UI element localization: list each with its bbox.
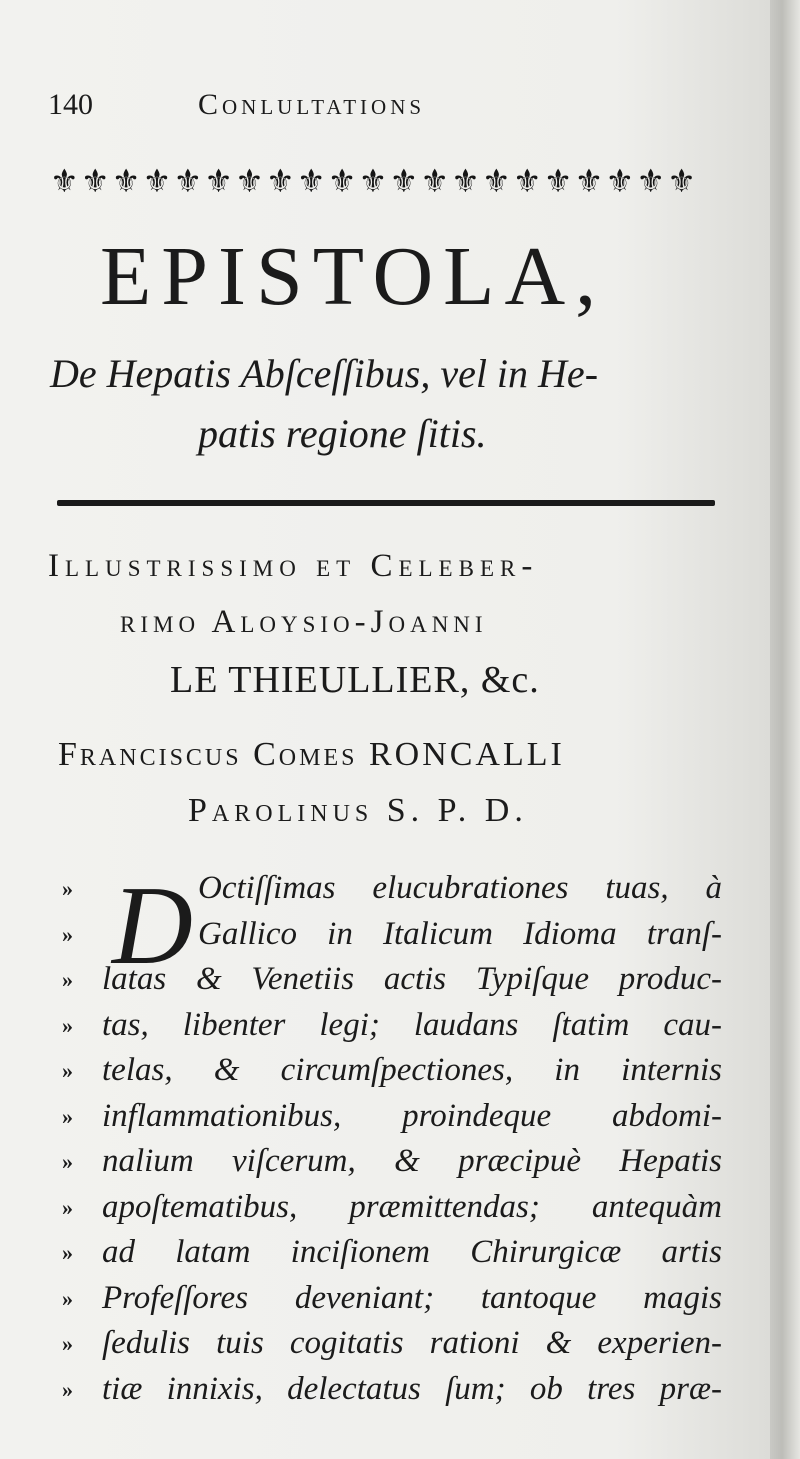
fleuron-icon: ⚜ [512,162,542,200]
fleuron-icon: ⚜ [266,162,295,200]
body-line: Profeſſores deveniant; tantoque magis [102,1279,722,1316]
running-head [48,88,688,128]
fleuron-icon: ⚜ [605,162,635,200]
drop-cap: D [112,864,193,988]
body-line: Octiſſimas elucubrationes tuas, à [198,870,722,906]
body-line: ad latam inciſionem Chirurgicæ artis [102,1234,722,1270]
subtitle-line-1: De Hepatis Abſceſſibus, vel in He- [50,351,599,396]
quote-mark: » [62,1103,73,1129]
address-line-1: Illustrissimo et Celeber- [48,548,539,584]
body-line: nalium viſcerum, & præcipuè Hepatis [102,1143,722,1179]
fleuron-icon: ⚜ [636,162,666,200]
quote-mark: » [62,1058,73,1083]
horizontal-rule [57,500,715,506]
fleuron-icon: ⚜ [50,162,79,200]
body-text [0,864,770,1424]
body-line: tas, libenter legi; laudans ſtatim cau- [102,1006,722,1043]
subtitle-line-2: patis regione ſitis. [198,411,487,456]
quote-mark: » [62,1376,73,1402]
quote-mark: » [62,1240,73,1265]
fleuron-icon: ⚜ [451,162,480,200]
fleuron-icon: ⚜ [111,162,141,200]
fleuron-icon: ⚜ [543,162,573,200]
fleuron-icon: ⚜ [296,162,326,200]
page-edge-shadow [770,0,800,1459]
address-line-2: rimo Aloysio-Joanni [120,604,488,640]
quote-mark: » [62,876,73,901]
quote-mark: » [62,1012,73,1038]
fleuron-icon: ⚜ [173,162,203,200]
fleuron-icon: ⚜ [389,162,419,200]
body-line: Gallico in Italicum Idioma tranſ- [198,915,722,952]
page-number: 140 [48,88,93,121]
body-line: ſedulis tuis cogitatis rationi & experien- [102,1325,722,1361]
fleuron-icon: ⚜ [667,162,696,200]
fleuron-icon: ⚜ [80,162,110,200]
body-line: latas & Venetiis actis Typiſque produc- [102,961,722,997]
fleuron-icon: ⚜ [327,162,357,200]
quote-mark: » [62,1194,73,1220]
decorative-ornament-band [50,160,696,202]
fleuron-icon: ⚜ [204,162,233,200]
body-line: tiæ innixis, delectatus ſum; ob tres præ- [102,1370,722,1407]
address-line-3: LE THIEULLIER, &c. [170,659,540,701]
fleuron-icon: ⚜ [358,162,388,200]
address-line-5: Parolinus S. P. D. [188,792,528,829]
quote-mark: » [62,967,73,992]
fleuron-icon: ⚜ [574,162,604,200]
quote-mark: » [62,1285,73,1311]
address-line-4: Franciscus Comes RONCALLI [58,736,565,773]
body-line: inflammationibus, proindeque abdomi- [102,1097,722,1134]
chapter-heading: EPISTOLA, [100,230,607,323]
quote-mark: » [62,1149,73,1174]
quote-mark: » [62,1331,73,1356]
fleuron-icon: ⚜ [142,162,172,200]
running-title: Conlultations [198,88,426,121]
body-line: telas, & circumſpectiones, in internis [102,1052,722,1088]
body-line: apoſtematibus, præmittendas; antequàm [102,1188,722,1225]
fleuron-icon: ⚜ [420,162,449,200]
fleuron-icon: ⚜ [235,162,264,200]
quote-mark: » [62,921,73,947]
fleuron-icon: ⚜ [482,162,511,200]
